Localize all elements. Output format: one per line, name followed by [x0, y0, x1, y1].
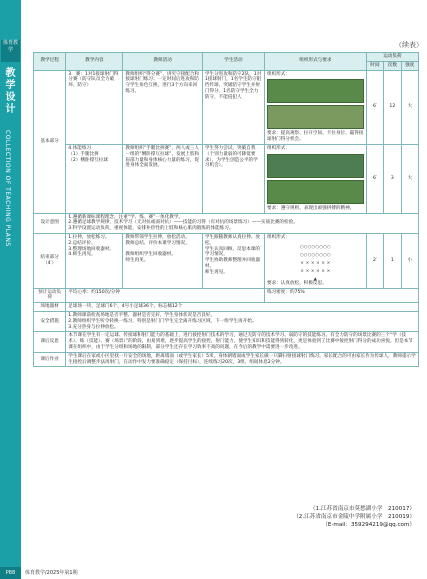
- end-org: [264, 233, 366, 288]
- basic-r2-count: 3: [384, 144, 401, 213]
- homework-text: 学生课后在家或小区里找一片安全的场地，距离墙面（或学生家长）5米，身体朝墙面或学生家长做一只脚扫射接球射门练习。家长配合的可由家长作为传球人，教师提示学生接控后调整步法再射门，在动作中发力要准确稳定（保持目标），连续练习20次，3组，组间休息2分钟。: [66, 352, 419, 367]
- header-content: 教学内容: [66, 53, 123, 71]
- venue-text: 足球场一块、足球门6个、4号小足球36个、标志桶12个: [66, 303, 419, 312]
- safety-line: 2.教师组织学生听令转换一练习，特别是射门门学生完全离开练习区域，下一组学生再开始。: [68, 318, 257, 324]
- basic-r1-intensity: 大: [401, 70, 418, 144]
- journal-issue: 体育教学/2025年第1期: [25, 570, 78, 576]
- basic-r2-intensity: 大: [401, 144, 418, 213]
- section-title: 教学设计: [5, 68, 16, 115]
- field-photo: [267, 154, 364, 178]
- formation-row: × × × × × ×: [300, 267, 331, 273]
- safety-label: 安全措施: [34, 311, 66, 331]
- header-count: 次数: [384, 61, 401, 70]
- venue-label: 场地器材: [34, 303, 66, 312]
- header-intensity: 强度: [401, 61, 418, 70]
- field-photo: [267, 79, 364, 103]
- basic-r2-teacher: 教师组织“手腿比拼赛”，两人或三人一组的“侧卧撑互拉球”，发展上肢和肩部力量和身体核心力量的练习，促进身体全面发展。: [123, 144, 202, 213]
- end-label: 结束部分（4′）: [34, 233, 66, 288]
- formation-row: ○○○○○○○○: [299, 243, 331, 249]
- end-content: 1.拉伸，放松练习。 2.总结评价。 3.整理场地回收器材。 4.师生再见。: [66, 233, 123, 288]
- affiliation-line: （2.江苏省南京市金陵中学附属小学 210019）: [293, 514, 415, 520]
- org-title: 组织形式：: [266, 71, 290, 77]
- load-hr: 平均心率：约150次/分钟: [66, 288, 265, 303]
- field-photo: [267, 105, 364, 129]
- section-title-en: COLLECTION OF TEACHING PLANS: [4, 130, 11, 247]
- basic-r1-teacher: 教师组织“得分赛”，讲究守接配合和接球射门练习；一定时间后进攻和防守学生角色互换，进行3个方向来回练习。: [123, 70, 202, 144]
- safety-line: 3.充分热身与拉伸放松。: [68, 324, 119, 330]
- basic-r1-org: [264, 70, 366, 144]
- safety-line: 1.教师课前检查场地是否平整、器材是否完好，学生身体状况是否良好。: [68, 312, 216, 318]
- end-student: 学生跟随教师认真拉伸、放松。 学生认真回顾、反思本课的学习情况。 学生协助教师整理并回收器材。 师生再见。: [202, 233, 264, 288]
- safety-text: [66, 311, 419, 331]
- end-count: 1: [384, 233, 401, 288]
- field-photo: [267, 180, 364, 204]
- header-teacher: 教师活动: [123, 53, 202, 71]
- design-line: 1.遵循新课标课程理念，注重“学、练、赛”一体化教学。: [68, 214, 184, 220]
- basic-r1-student: 学生分进攻和防守2队，1对1接球射门，1名学生防守阻挡传球，突破防守学生并射门得分，1名防守学生全力防守，不能侵犯人: [202, 70, 264, 144]
- basic-r2-content: 4.体能练习 （1）手腿比拼 （2）侧卧撑互拉球: [66, 144, 123, 213]
- header-time: 时间: [366, 61, 383, 70]
- header-student: 学生活动: [202, 53, 264, 71]
- basic-r2-student: 学生努力尝试，突破自我（个别力量弱的可降低要求），为学生创造公平的学习机会）。: [202, 144, 264, 213]
- design-line: 3.科学设置运动负荷，重视体能，安排补偿性的上肢和核心肌肉锻炼的体能练习。: [68, 226, 234, 232]
- header-load: 运动负荷: [366, 53, 418, 62]
- design-line: 2.遵循足球教学规律，技术学习（无对抗或弱对抗）——技能的习得（有对抗的场景练习）——实战比赛的检验。: [68, 220, 298, 226]
- org-requirement: 要求：认真放松、积极反思。: [266, 280, 327, 286]
- sidebar-band: [0, 0, 21, 579]
- end-teacher: 教师带领学生拉伸，放松活动。 教师总结、评价本课学习情况。 教师组织学生回收器材。 师生再见。: [123, 233, 202, 288]
- org-title: 组织形式：: [266, 234, 290, 240]
- org-requirement: 要求：遵守规则、表现出顽强拼搏的精神。: [266, 205, 355, 211]
- basic-r1-count: 12: [384, 70, 401, 144]
- formation-row: × × × × × ×: [300, 259, 331, 265]
- end-intensity: 小: [401, 233, 418, 288]
- basic-r2-time: 6′: [366, 144, 383, 213]
- affiliation-line: （1.江苏省南京市莫愁湖小学 210017）: [309, 506, 415, 512]
- basic-label: 基本部分: [34, 70, 66, 213]
- design-text: [66, 213, 419, 233]
- header-process: 教学过程: [34, 53, 66, 71]
- continued-label: （续表）: [395, 41, 423, 49]
- reflect-text: 本节课在学生有一定运球、传接球和射门能力的基础上，进行接控射门技术的学习，通过无防守的技术学习、弱防守的技能练习、有全力防守的场景比赛的三个“学（技术）、练（技能）、赛（场景）”的阶段，由易到难，逐步提高学生的接控、射门能力，使学生知识和技能得到转化，更是体验到了比赛中接控射门得分的成功喜悦。但是本节课在组织中，由于学生分组和场地的限制，部分学生还存在学习效率不高的问题，在今后的教学中需要进一步改进。: [66, 332, 419, 352]
- basic-r1-time: 6′: [366, 70, 383, 144]
- basic-r2-org: [264, 144, 366, 213]
- header-org: 组织形式与要求: [264, 53, 366, 71]
- org-requirement: 要求：提高观察、拉开空间、卡住身位、赢得接球射门得分机会。: [266, 131, 364, 143]
- load-label: 预计运动负荷: [34, 288, 66, 303]
- lesson-plan-table: [33, 52, 419, 367]
- page-number: P88: [0, 567, 21, 579]
- end-time: 2′: [366, 233, 383, 288]
- journal-logo: 体育教学: [1, 40, 20, 62]
- org-title: 组织形式：: [266, 145, 290, 151]
- author-affiliations: [293, 505, 415, 529]
- basic-r1-content: 3．赛：1对1接球射门得分赛（防守队员全力破坏、防守）: [66, 70, 123, 144]
- reflect-label: 课后反思: [34, 332, 66, 352]
- homework-label: 课后作业: [34, 352, 66, 367]
- teacher-marker: ▲: [313, 275, 318, 281]
- design-label: 设计意图: [34, 213, 66, 233]
- email-line: （E-mail：359294219@qq.com）: [322, 522, 415, 528]
- load-density: 练习密度：约75%: [264, 288, 418, 303]
- formation-row: ○○○○○○○○: [299, 251, 331, 257]
